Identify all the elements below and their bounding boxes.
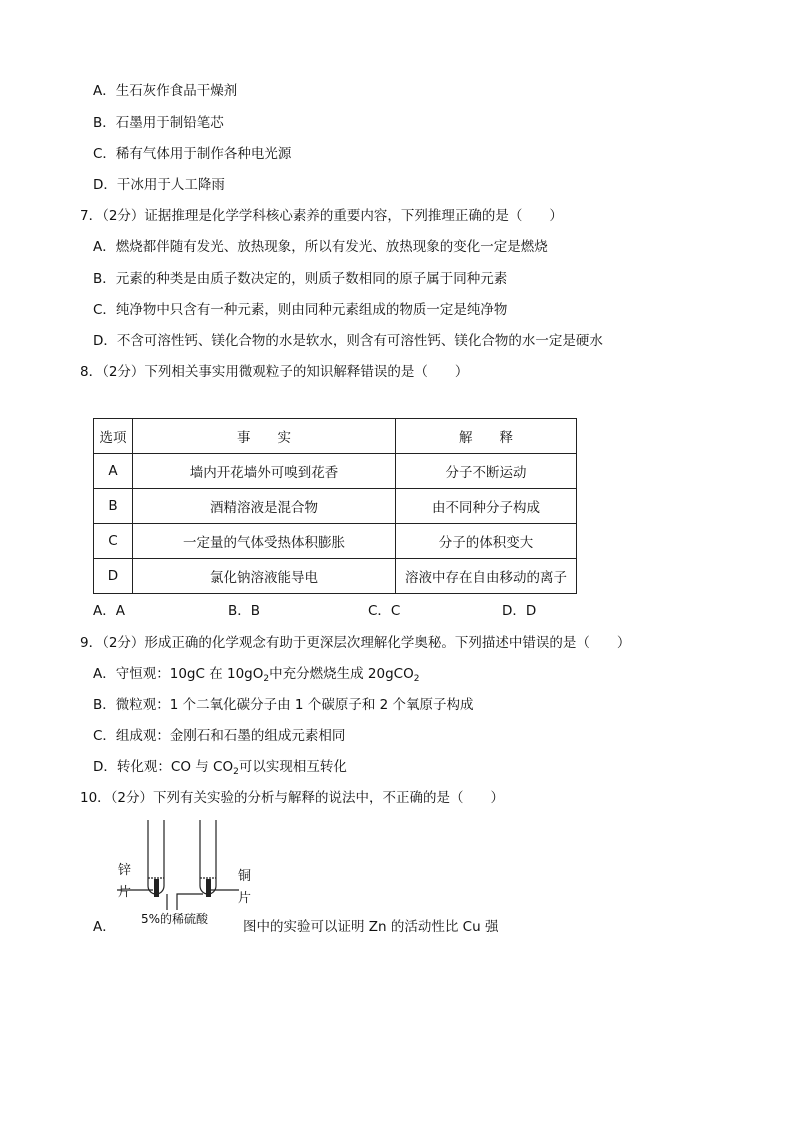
header-cell: 选项 xyxy=(94,419,133,454)
table-cell: 分子的体积变大 xyxy=(396,524,577,559)
table-cell: B xyxy=(94,489,133,524)
table-cell: C xyxy=(94,524,133,559)
table-row xyxy=(94,559,577,594)
table-cell: 一定量的气体受热体积膨胀 xyxy=(133,524,396,559)
q8-table xyxy=(93,418,577,594)
table-row xyxy=(94,524,577,559)
subscript: 2 xyxy=(263,674,270,684)
text: D．转化观：CO 与 CO xyxy=(93,759,234,775)
q6-option-b: B．石墨用于制铅笔芯 xyxy=(93,115,224,131)
table-cell: 墙内开花墙外可嗅到花香 xyxy=(133,454,396,489)
q7-option-c: C．纯净物中只含有一种元素，则由同种元素组成的物质一定是纯净物 xyxy=(93,302,508,318)
q7-stem: 7．（2分）证据推理是化学学科核心素养的重要内容，下列推理正确的是（ ） xyxy=(80,208,563,224)
header-cell: 解 释 xyxy=(396,419,577,454)
header-cell: 事 实 xyxy=(133,419,396,454)
q6-option-d: D．干冰用于人工降雨 xyxy=(93,177,225,193)
q8-stem: 8．（2分）下列相关事实用微观粒子的知识解释错误的是（ ） xyxy=(80,364,469,380)
copper-label-2: 片 xyxy=(238,891,252,906)
q8-option-b: B．B xyxy=(228,603,261,619)
q10-option-a-text: 图中的实验可以证明 Zn 的活动性比 Cu 强 xyxy=(243,919,499,935)
q7-option-a: A．燃烧都伴随有发光、放热现象，所以有发光、放热现象的变化一定是燃烧 xyxy=(93,239,548,255)
q9-option-a xyxy=(93,665,419,683)
table-cell: A xyxy=(94,454,133,489)
q7-option-d: D．不含可溶性钙、镁化合物的水是软水，则含有可溶性钙、镁化合物的水一定是硬水 xyxy=(93,333,603,349)
table-cell: 由不同种分子构成 xyxy=(396,489,577,524)
table-cell: 酒精溶液是混合物 xyxy=(133,489,396,524)
table-row xyxy=(94,489,577,524)
table-cell: 溶液中存在自由移动的离子 xyxy=(396,559,577,594)
q10-option-a-label: A． xyxy=(93,919,116,935)
copper-label-1: 铜 xyxy=(238,869,252,884)
q9-stem: 9．（2分）形成正确的化学观念有助于更深层次理解化学奥秘。下列描述中错误的是（ ） xyxy=(80,635,631,651)
q6-option-a: A．生石灰作食品干燥剂 xyxy=(93,83,238,99)
acid-label: 5%的稀硫酸 xyxy=(141,912,209,926)
table-cell: 分子不断运动 xyxy=(396,454,577,489)
subscript: 2 xyxy=(413,674,420,684)
q7-option-b: B．元素的种类是由质子数决定的，则质子数相同的原子属于同种元素 xyxy=(93,271,508,287)
q10-stem: 10．（2分）下列有关实验的分析与解释的说法中，不正确的是（ ） xyxy=(80,790,505,806)
q8-option-c: C．C xyxy=(368,603,401,619)
zinc-label-1: 锌 xyxy=(118,863,132,878)
q8-option-d: D．D xyxy=(502,603,537,619)
q8-option-a: A．A xyxy=(93,603,125,619)
table-cell: 氯化钠溶液能导电 xyxy=(133,559,396,594)
text: 可以实现相互转化 xyxy=(238,759,347,775)
test-tube-figure xyxy=(115,818,265,930)
q9-option-d xyxy=(93,758,347,776)
text: A．守恒观：10gC 在 10gO xyxy=(93,666,264,682)
text: 中充分燃烧生成 20gCO xyxy=(269,666,414,682)
table-row xyxy=(94,454,577,489)
q6-option-c: C．稀有气体用于制作各种电光源 xyxy=(93,146,292,162)
q9-option-b: B．微粒观：1 个二氧化碳分子由 1 个碳原子和 2 个氧原子构成 xyxy=(93,697,474,713)
table-header-row xyxy=(94,419,577,454)
subscript: 2 xyxy=(233,767,239,777)
q9-option-c: C．组成观：金刚石和石墨的组成元素相同 xyxy=(93,728,346,744)
table-cell: D xyxy=(94,559,133,594)
zinc-label-2: 片 xyxy=(118,885,132,900)
